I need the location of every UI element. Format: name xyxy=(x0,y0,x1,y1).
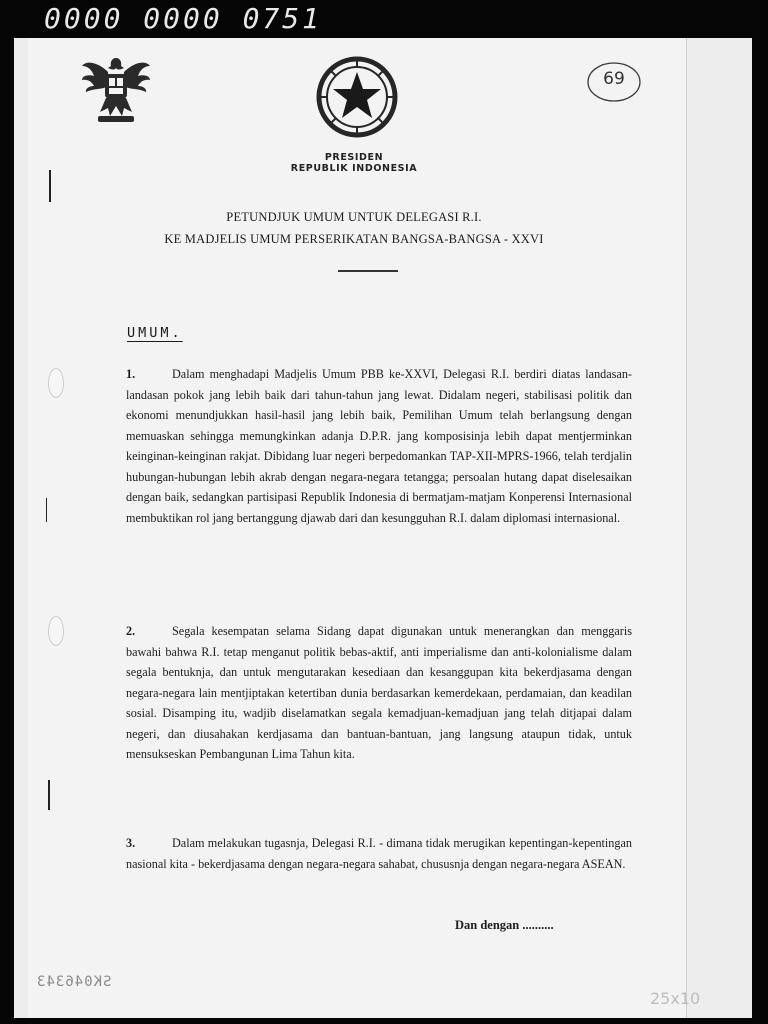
paragraph-number: 3. xyxy=(126,836,136,850)
punch-hole xyxy=(48,368,64,398)
paragraph-text: Dalam menghadapi Madjelis Umum PBB ke-XXVI, Delegasi R.I. berdiri diatas landasan-landasan pokok jang lebih baik dari tahun-tahun jang lewat. Didalam negeri, stabilisasi politik dan ekonomi menundjukkan hasil-hasil jang lebih baik, Pemilihan Umum telah berlangsung dengan memuaskan sehingga memungkinkan adanja D.P.R. jang komposisinja lebih dapat mentjerminkan keinginan-keinginan rakjat. Dibidang luar negeri berpedomankan TAP-XII-MPRS-1966, telah terdjalin hubungan-hubungan lebih akrab dengan negara-negara tetangga; persoalan hutang dapat diselesaikan dengan baik, sedangkan partisipasi Republik Indonesia di bermatjam-matjam Konperensi Internasional membuktikan rol jang bertanggung djawab dari dan kesungguhan R.I. dalam diplomasi internasional. xyxy=(126,367,632,525)
title-underline xyxy=(338,270,398,272)
issuer-line-1: PRESIDEN xyxy=(324,152,384,163)
paragraph-number: 1. xyxy=(126,367,136,381)
issuer-heading xyxy=(244,152,464,174)
paragraph-1 xyxy=(126,364,632,528)
title-line-2: KE MADJELIS UMUM PERSERIKATAN BANGSA-BANGSA - XXVI xyxy=(164,232,544,246)
section-heading: UMUM. xyxy=(127,325,183,341)
paragraph-3 xyxy=(126,833,632,874)
document-page xyxy=(14,38,752,1018)
paragraph-number: 2. xyxy=(126,624,136,638)
presidential-seal-icon xyxy=(316,56,398,138)
margin-mark xyxy=(48,780,50,810)
corner-annotation-text: 25x10 xyxy=(650,989,701,1008)
garuda-emblem-icon xyxy=(78,52,154,130)
continuation-note: Dan dengan .......... xyxy=(455,918,554,932)
page-number-text: 69 xyxy=(603,69,625,89)
microfilm-frame-number: 0000 0000 0751 xyxy=(44,2,323,35)
punch-hole xyxy=(48,616,64,646)
margin-mark xyxy=(46,498,47,522)
document-title xyxy=(114,206,594,250)
paragraph-2 xyxy=(126,621,632,765)
issuer-line-2: REPUBLIK INDONESIA xyxy=(290,163,418,174)
page-number xyxy=(586,60,642,104)
margin-mark xyxy=(49,170,51,202)
archive-stamp: SK046343 xyxy=(36,974,112,990)
corner-annotation xyxy=(650,982,726,1012)
title-line-1: PETUNDJUK UMUM UNTUK DELEGASI R.I. xyxy=(226,210,482,224)
paragraph-text: Dalam melakukan tugasnja, Delegasi R.I. - dimana tidak merugikan kepentingan-kepentingan nasional kita - bekerdjasama dengan negara-negara sahabat, chususnja dengan negara-negara ASEAN. xyxy=(126,836,632,871)
paragraph-text: Segala kesempatan selama Sidang dapat digunakan untuk menerangkan dan menggaris bawahi bahwa R.I. tetap menganut politik bebas-aktif, anti imperialisme dan anti-kolonialisme dalam segala bentuknja, dan untuk mengutarakan kesediaan dan kesanggupan kita bekerdjasama dengan negara-negara lain mentjiptakan ketertiban dunia berdasarkan kemerdekaan, perdamaian, dan keadilan sosial. Disamping itu, wadjib diselamatkan segala kemadjuan-kemadjuan jang telah ditjapai dalam negeri, dan diusahakan kerdjasama dan bantuan-bantuan, jang langsung ataupun tidak, untuk mensukseskan Pembangunan Lima Tahun kita. xyxy=(126,624,632,761)
